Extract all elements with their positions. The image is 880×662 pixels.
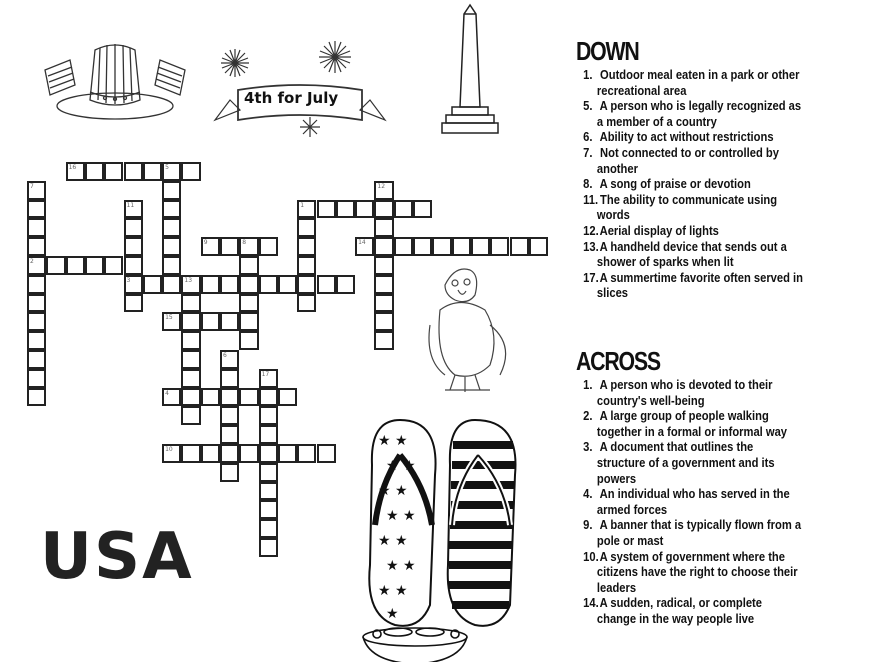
- crossword-cell[interactable]: [394, 237, 413, 256]
- crossword-cell[interactable]: [27, 218, 46, 237]
- crossword-cell[interactable]: [220, 275, 239, 294]
- crossword-cell[interactable]: [374, 181, 393, 200]
- crossword-cell[interactable]: [259, 388, 278, 407]
- crossword-cell[interactable]: [259, 406, 278, 425]
- cell-number: 6: [223, 352, 227, 359]
- crossword-cell[interactable]: [181, 444, 200, 463]
- down-clue: [578, 239, 803, 270]
- crossword-cell[interactable]: [124, 218, 143, 237]
- crossword-cell[interactable]: [220, 406, 239, 425]
- cell-number: 4: [165, 389, 169, 397]
- crossword-cell[interactable]: [27, 181, 46, 200]
- crossword-cell[interactable]: [259, 538, 278, 557]
- svg-text:★ ★: ★ ★: [378, 483, 408, 499]
- across-clue: [578, 549, 803, 596]
- down-clue: [578, 270, 803, 301]
- clue-text: A person who is legally recognized as a member of a country: [596, 98, 802, 129]
- crossword-cell[interactable]: [394, 200, 413, 219]
- clue-number: 1.: [583, 67, 593, 82]
- crossword-cell[interactable]: [181, 331, 200, 350]
- crossword-cell[interactable]: [104, 162, 123, 181]
- crossword-cell[interactable]: [317, 200, 336, 219]
- down-clue: [578, 176, 803, 192]
- clue-number: 10.: [583, 548, 599, 564]
- across-clues: [578, 377, 836, 627]
- across-clue: [578, 486, 803, 517]
- clue-text: A system of government where the citizens have the right to choose their leaders: [596, 548, 798, 595]
- svg-text:★: ★: [386, 606, 399, 622]
- across-clue: [578, 595, 803, 626]
- cell-number: 1: [300, 201, 305, 209]
- down-clue: [578, 98, 803, 129]
- svg-text:★ ★: ★ ★: [386, 458, 416, 474]
- crossword-cell[interactable]: [201, 444, 220, 463]
- across-clue: [578, 439, 803, 486]
- crossword-cell[interactable]: [143, 275, 162, 294]
- clue-number: 1.: [583, 377, 593, 392]
- clue-number: 4.: [583, 486, 593, 502]
- across-clue: [578, 517, 803, 548]
- crossword-cell[interactable]: [239, 331, 258, 350]
- crossword-cell[interactable]: [297, 200, 316, 219]
- crossword-cell[interactable]: [374, 312, 393, 331]
- clue-number: 8.: [583, 176, 593, 192]
- crossword-cell[interactable]: [259, 425, 278, 444]
- down-clue: [578, 223, 803, 239]
- cell-number: 13: [184, 276, 193, 284]
- fruit-bowl-illustration: [360, 622, 470, 662]
- crossword-cell[interactable]: [181, 294, 200, 313]
- cell-number: 2: [30, 258, 34, 265]
- crossword-cell[interactable]: [471, 237, 490, 256]
- crossword-cell[interactable]: [162, 200, 181, 219]
- crossword-cell[interactable]: [336, 200, 355, 219]
- clue-number: 13.: [583, 238, 599, 254]
- crossword-cell[interactable]: [259, 519, 278, 538]
- crossword-cell[interactable]: [162, 388, 181, 407]
- crossword-cell[interactable]: [297, 218, 316, 237]
- crossword-cell[interactable]: [239, 237, 258, 256]
- clue-text: A person who is devoted to their country's well-being: [596, 377, 773, 408]
- crossword-cell[interactable]: [201, 275, 220, 294]
- clue-text: A summertime favorite often served in slices: [596, 269, 803, 301]
- crossword-cell[interactable]: [27, 350, 46, 369]
- crossword-cell[interactable]: [336, 275, 355, 294]
- crossword-cell[interactable]: [239, 294, 258, 313]
- crossword-cell[interactable]: [181, 406, 200, 425]
- cell-number: 5: [165, 164, 169, 171]
- crossword-cell[interactable]: [355, 237, 374, 256]
- clue-text: A large group of people walking together in a formal or informal way: [596, 408, 788, 439]
- crossword-cell[interactable]: [297, 237, 316, 256]
- crossword-cell[interactable]: [374, 275, 393, 294]
- crossword-cell[interactable]: [374, 237, 393, 256]
- crossword-cell[interactable]: [529, 237, 548, 256]
- crossword-cell[interactable]: [162, 162, 181, 181]
- crossword-cell[interactable]: [239, 312, 258, 331]
- clue-number: 6.: [583, 129, 593, 145]
- crossword-cell[interactable]: [27, 388, 46, 407]
- down-clues: [578, 67, 836, 301]
- clue-text: A handheld device that sends out a shower of sparks when lit: [596, 238, 787, 270]
- crossword-cell[interactable]: [259, 482, 278, 501]
- crossword-cell[interactable]: [201, 312, 220, 331]
- crossword-cell[interactable]: [85, 162, 104, 181]
- crossword-cell[interactable]: [278, 444, 297, 463]
- crossword-cell[interactable]: [220, 388, 239, 407]
- crossword-cell[interactable]: [162, 275, 181, 294]
- crossword-cell[interactable]: [317, 444, 336, 463]
- cell-number: 17: [261, 370, 270, 378]
- cell-number: 11: [126, 201, 135, 209]
- down-clue: [578, 129, 803, 145]
- crossword-cell[interactable]: [220, 425, 239, 444]
- crossword-cell[interactable]: [27, 237, 46, 256]
- down-clue: [578, 192, 803, 223]
- crossword-cell[interactable]: [452, 237, 471, 256]
- cell-number: 10: [165, 446, 173, 453]
- crossword-cell[interactable]: [66, 256, 85, 275]
- across-clue: [578, 377, 803, 408]
- crossword-cell[interactable]: [66, 162, 85, 181]
- clue-text: Ability to act without restrictions: [599, 129, 774, 145]
- clue-number: 5.: [583, 98, 593, 114]
- crossword-cell[interactable]: [162, 312, 181, 331]
- clue-text: A document that outlines the structure of a government and its powers: [596, 439, 775, 486]
- crossword-cell[interactable]: [162, 181, 181, 200]
- crossword-cell[interactable]: [201, 237, 220, 256]
- crossword-cell[interactable]: [124, 200, 143, 219]
- crossword-cell[interactable]: [259, 463, 278, 482]
- svg-text:★ ★: ★ ★: [386, 508, 416, 524]
- crossword-cell[interactable]: [297, 275, 316, 294]
- svg-text:★ ★: ★ ★: [386, 558, 416, 574]
- crossword-cell[interactable]: [220, 237, 239, 256]
- crossword-cell[interactable]: [259, 444, 278, 463]
- crossword-cell[interactable]: [124, 237, 143, 256]
- clue-text: A song of praise or devotion: [599, 176, 751, 192]
- crossword-cell[interactable]: [162, 237, 181, 256]
- clue-number: 17.: [583, 269, 599, 285]
- crossword-cell[interactable]: [374, 294, 393, 313]
- crossword-cell[interactable]: [220, 312, 239, 331]
- crossword-cell[interactable]: [413, 237, 432, 256]
- crossword-cell[interactable]: [278, 275, 297, 294]
- crossword-cell[interactable]: [259, 237, 278, 256]
- crossword-cell[interactable]: [259, 275, 278, 294]
- crossword-cell[interactable]: [297, 294, 316, 313]
- crossword-cell[interactable]: [104, 256, 123, 275]
- crossword-cell[interactable]: [413, 200, 432, 219]
- down-heading: DOWN: [576, 36, 639, 66]
- cell-number: 12: [377, 182, 386, 190]
- clue-number: 3.: [583, 439, 593, 455]
- crossword-cell[interactable]: [239, 256, 258, 275]
- crossword-cell[interactable]: [220, 444, 239, 463]
- clue-text: Not connected to or controlled by another: [596, 144, 779, 176]
- crossword-cell[interactable]: [27, 275, 46, 294]
- crossword-cell[interactable]: [374, 256, 393, 275]
- crossword-cell[interactable]: [220, 463, 239, 482]
- clue-text: Aerial display of lights: [599, 222, 719, 238]
- crossword-cell[interactable]: [239, 444, 258, 463]
- clue-number: 2.: [583, 408, 593, 424]
- crossword-cell[interactable]: [181, 275, 200, 294]
- crossword-cell[interactable]: [317, 275, 336, 294]
- crossword-cell[interactable]: [27, 294, 46, 313]
- crossword-cell[interactable]: [374, 218, 393, 237]
- crossword-cell[interactable]: [490, 237, 509, 256]
- crossword-cell[interactable]: [124, 294, 143, 313]
- crossword-cell[interactable]: [297, 444, 316, 463]
- cell-number: 16: [68, 164, 77, 171]
- crossword-cell[interactable]: [27, 369, 46, 388]
- down-clue: [578, 145, 803, 176]
- crossword-cell[interactable]: [297, 256, 316, 275]
- crossword-cell[interactable]: [355, 200, 374, 219]
- crossword-cell[interactable]: [85, 256, 104, 275]
- cell-number: 7: [30, 182, 34, 190]
- clue-text: An individual who has served in the armed forces: [596, 486, 790, 517]
- crossword-cell[interactable]: [162, 218, 181, 237]
- cell-number: 3: [126, 276, 131, 284]
- crossword-cell[interactable]: [239, 275, 258, 294]
- crossword-cell[interactable]: [259, 369, 278, 388]
- clue-number: 9.: [583, 517, 593, 533]
- crossword-cell[interactable]: [46, 256, 65, 275]
- crossword-cell[interactable]: [510, 237, 529, 256]
- crossword-cell[interactable]: [220, 350, 239, 369]
- crossword-cell[interactable]: [27, 256, 46, 275]
- crossword-cell[interactable]: [124, 275, 143, 294]
- clue-text: A sudden, radical, or complete change in the way people live: [596, 595, 762, 626]
- crossword-cell[interactable]: [143, 162, 162, 181]
- crossword-cell[interactable]: [27, 312, 46, 331]
- clue-number: 7.: [583, 144, 593, 160]
- crossword-cell[interactable]: [181, 369, 200, 388]
- across-heading: ACROSS: [576, 346, 660, 376]
- clue-text: Outdoor meal eaten in a park or other recreational area: [596, 67, 800, 98]
- crossword-cell[interactable]: [27, 200, 46, 219]
- crossword-cell[interactable]: [374, 331, 393, 350]
- across-clue: [578, 408, 803, 439]
- crossword-cell[interactable]: [201, 388, 220, 407]
- crossword-cell[interactable]: [181, 312, 200, 331]
- svg-text:★ ★: ★ ★: [378, 433, 408, 449]
- crossword-cell[interactable]: [239, 388, 258, 407]
- clue-text: The ability to communicate using words: [596, 191, 778, 223]
- cell-number: 15: [165, 314, 173, 322]
- crossword-cell[interactable]: [181, 162, 200, 181]
- crossword-cell[interactable]: [259, 500, 278, 519]
- crossword-cell[interactable]: [124, 162, 143, 181]
- crossword-cell[interactable]: [181, 350, 200, 369]
- cell-number: 14: [358, 239, 366, 247]
- cell-number: 8: [242, 239, 247, 247]
- clue-number: 14.: [583, 595, 599, 611]
- usa-logo: USA: [40, 520, 194, 594]
- banner-title: 4th for July: [244, 89, 339, 107]
- svg-text:★ ★: ★ ★: [378, 533, 408, 549]
- crossword-cell[interactable]: [432, 237, 451, 256]
- clue-text: A banner that is typically flown from a pole or mast: [596, 517, 802, 548]
- crossword-cell[interactable]: [278, 388, 297, 407]
- down-clue: [578, 67, 803, 98]
- crossword-cell[interactable]: [181, 388, 200, 407]
- svg-text:★ ★: ★ ★: [378, 583, 408, 599]
- crossword-cell[interactable]: [162, 256, 181, 275]
- crossword-cell[interactable]: [162, 444, 181, 463]
- clue-number: 11.: [583, 191, 599, 207]
- cell-number: 9: [203, 239, 208, 247]
- crossword-cell[interactable]: [124, 256, 143, 275]
- clue-number: 12.: [583, 222, 599, 238]
- crossword-cell[interactable]: [220, 369, 239, 388]
- crossword-cell[interactable]: [27, 331, 46, 350]
- crossword-cell[interactable]: [374, 200, 393, 219]
